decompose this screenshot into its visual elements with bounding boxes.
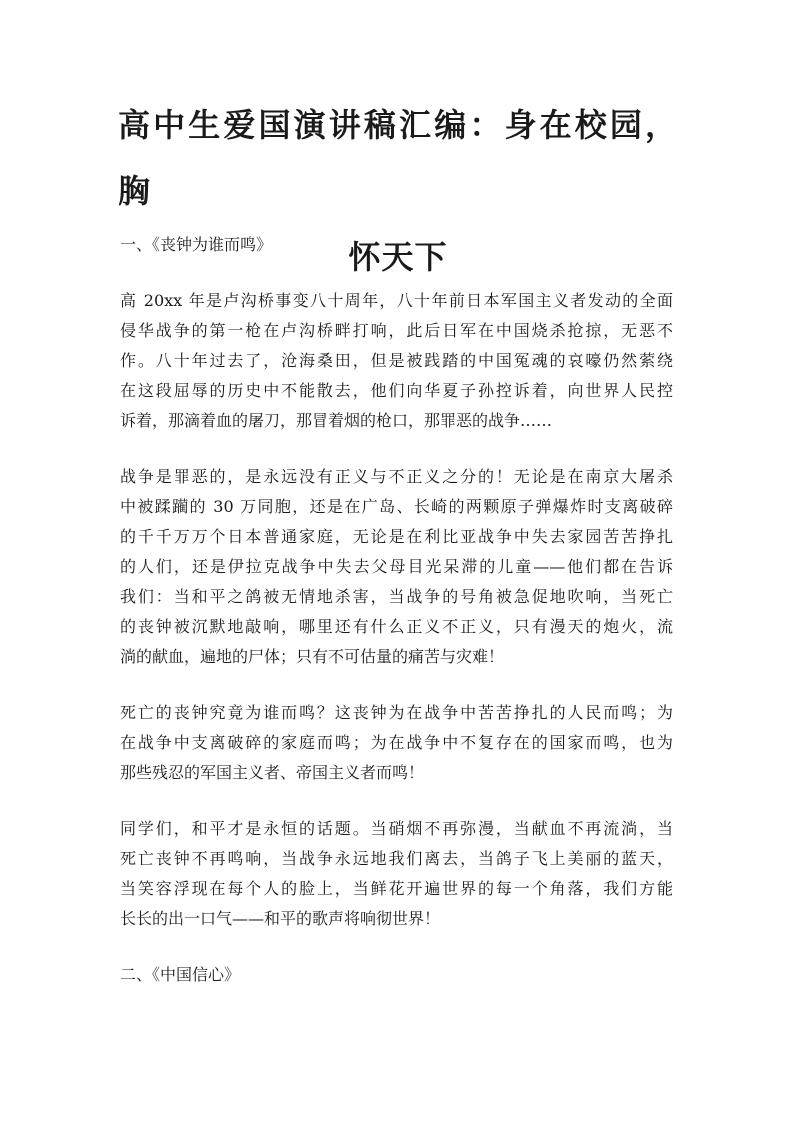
paragraph-line: 中被蹂躏的 30 万同胞，还是在广岛、长崎的两颗原子弹爆炸时支离破碎 xyxy=(120,497,673,516)
paragraph-line: 死亡丧钟不再鸣响，当战争永远地我们离去，当鸽子飞上美丽的蓝天， xyxy=(120,849,673,868)
paragraph-line: 侵华战争的第一枪在卢沟桥畔打响，此后日军在中国烧杀抢掠，无恶不 xyxy=(120,321,673,340)
paragraph-line: 长长的出一口气——和平的歌声将响彻世界！ xyxy=(120,909,441,928)
paragraph-line: 在这段屈辱的历史中不能散去，他们向华夏子孙控诉着，向世界人民控 xyxy=(120,381,673,400)
paragraph-line: 的千千万万个日本普通家庭，无论是在利比亚战争中失去家园苦苦挣扎 xyxy=(120,527,673,546)
paragraph-line: 我们：当和平之鸽被无情地杀害，当战争的号角被急促地吹响，当死亡 xyxy=(120,587,673,606)
title-line-2: 怀天下 xyxy=(348,238,448,276)
paragraph-line: 死亡的丧钟究竟为谁而鸣？这丧钟为在战争中苦苦挣扎的人民而鸣；为 xyxy=(120,703,673,722)
paragraph-line: 同学们，和平才是永恒的话题。当硝烟不再弥漫，当献血不再流淌，当 xyxy=(120,819,673,838)
paragraph-line: 诉着，那滴着血的屠刀，那冒着烟的枪口，那罪恶的战争…… xyxy=(120,411,553,430)
paragraph-line: 的丧钟被沉默地敲响，哪里还有什么正义不正义，只有漫天的炮火，流 xyxy=(120,617,673,636)
paragraph-line: 当笑容浮现在每个人的脸上，当鲜花开遍世界的每一个角落，我们方能 xyxy=(120,879,673,898)
paragraph-2 xyxy=(120,462,673,672)
section-heading-1: 一、《丧钟为谁而鸣》 xyxy=(120,235,273,254)
paragraph-line: 高 20xx 年是卢沟桥事变八十周年，八十年前日本军国主义者发动的全面 xyxy=(120,291,673,310)
document-body xyxy=(120,230,673,1016)
title-line-1: 高中生爱国演讲稿汇编：身在校园，胸 xyxy=(118,106,678,210)
paragraph-1 xyxy=(120,286,673,436)
paragraph-line: 战争是罪恶的，是永远没有正义与不正义之分的！无论是在南京大屠杀 xyxy=(120,467,673,486)
paragraph-line: 的人们，还是伊拉克战争中失去父母目光呆滞的儿童——他们都在告诉 xyxy=(120,557,673,576)
paragraph-line: 淌的献血，遍地的尸体；只有不可估量的痛苦与灾难！ xyxy=(120,647,505,666)
section-heading-2: 二、《中国信心》 xyxy=(120,965,241,984)
paragraph-line: 作。八十年过去了，沧海桑田，但是被践踏的中国冤魂的哀嚎仍然萦绕 xyxy=(120,351,673,370)
paragraph-4 xyxy=(120,814,673,934)
paragraph-3 xyxy=(120,698,673,788)
paragraph-line: 在战争中支离破碎的家庭而鸣；为在战争中不复存在的国家而鸣，也为 xyxy=(120,733,673,752)
paragraph-line: 那些残忍的军国主义者、帝国主义者而鸣！ xyxy=(120,763,425,782)
